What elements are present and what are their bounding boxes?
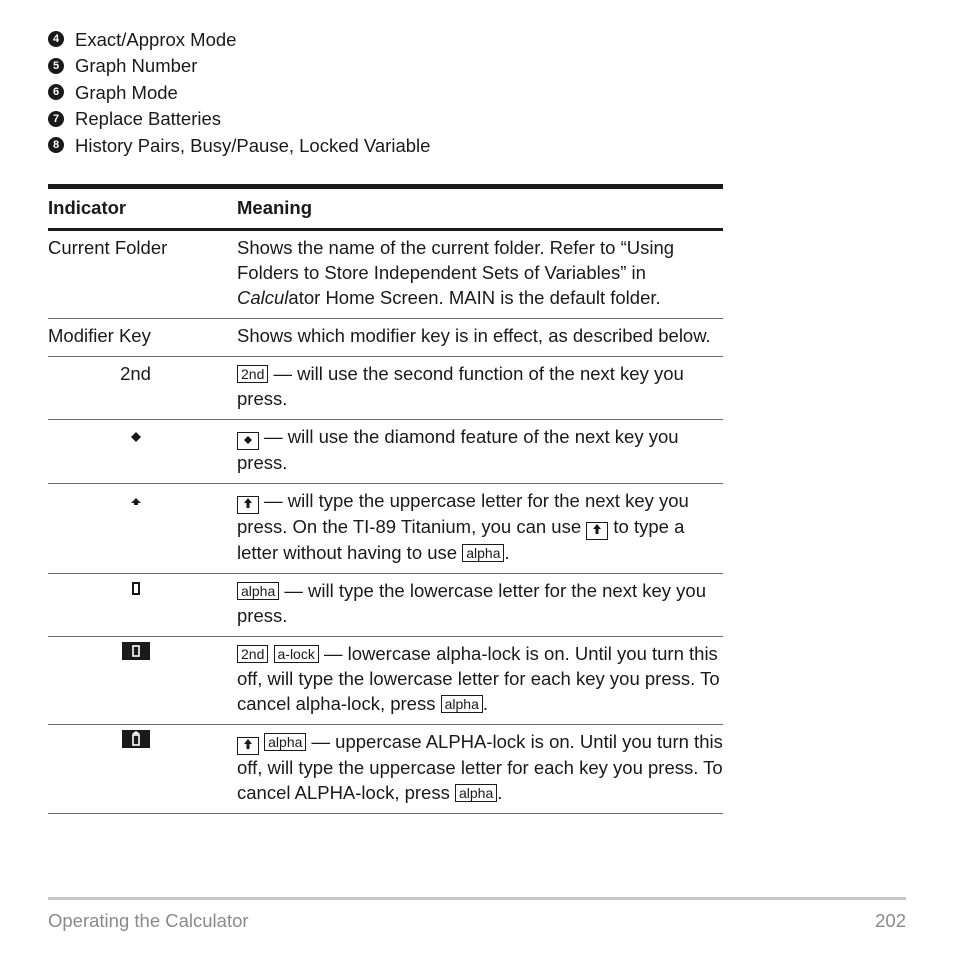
shift-key-icon bbox=[237, 737, 259, 755]
alpha-indicator-icon bbox=[131, 581, 141, 597]
meaning-text: . bbox=[497, 782, 503, 803]
meaning-cell bbox=[237, 637, 723, 725]
meaning-cell bbox=[237, 725, 723, 814]
meaning-text: — will use the diamond feature of the next key you press. bbox=[237, 426, 679, 473]
shift-indicator-icon bbox=[130, 497, 142, 507]
table-row bbox=[48, 357, 723, 420]
meaning-text: ator Home Screen. MAIN is the default folder. bbox=[288, 287, 661, 308]
legend-label: Replace Batteries bbox=[75, 108, 222, 130]
key-alpha: alpha bbox=[237, 582, 279, 600]
legend-label: Graph Number bbox=[75, 55, 198, 77]
table-row bbox=[48, 574, 723, 637]
indicator-cell: Modifier Key bbox=[48, 319, 237, 357]
table-row bbox=[48, 637, 723, 725]
table-row bbox=[48, 230, 723, 319]
legend-item bbox=[48, 26, 430, 53]
shift-key-icon bbox=[237, 496, 259, 514]
meaning-cell bbox=[237, 230, 723, 319]
table-row bbox=[48, 484, 723, 574]
legend-label: Graph Mode bbox=[75, 81, 178, 103]
meaning-text: . bbox=[504, 542, 510, 563]
meaning-cell: Shows which modifier key is in effect, as described below. bbox=[237, 319, 723, 357]
callout-number: 6 bbox=[48, 84, 64, 100]
indicator-cell bbox=[48, 484, 237, 574]
meaning-text: — will type the lowercase letter for the next key you press. bbox=[237, 580, 706, 626]
meaning-header: Meaning bbox=[237, 187, 723, 230]
meaning-cell bbox=[237, 420, 723, 484]
key-alpha: alpha bbox=[455, 784, 497, 802]
meaning-text: Shows the name of the current folder. Refer to “Using Folders to Store Independent Sets of Variables” in bbox=[237, 237, 675, 283]
meaning-text: — will use the second function of the next key you press. bbox=[237, 363, 684, 409]
table-header-row bbox=[48, 187, 723, 230]
shift-key-icon bbox=[586, 522, 608, 540]
meaning-cell bbox=[237, 574, 723, 637]
legend-label: History Pairs, Busy/Pause, Locked Variable bbox=[75, 134, 431, 156]
meaning-text: to type a letter without having to use bbox=[237, 516, 685, 563]
table-row bbox=[48, 319, 723, 357]
legend-item bbox=[48, 53, 430, 80]
indicator-cell bbox=[48, 637, 237, 725]
legend-label: Exact/Approx Mode bbox=[75, 28, 237, 50]
footer-divider bbox=[48, 897, 906, 900]
key-2nd: 2nd bbox=[237, 645, 268, 663]
legend-item bbox=[48, 106, 430, 133]
key-alpha: alpha bbox=[441, 695, 483, 713]
table-row bbox=[48, 725, 723, 814]
callout-legend bbox=[48, 26, 430, 159]
page-number: 202 bbox=[875, 910, 906, 931]
meaning-text: — lowercase alpha-lock is on. Until you turn this off, will type the lowercase letter for each key you press. To cancel alpha-lock, press bbox=[237, 643, 720, 714]
indicator-cell bbox=[48, 574, 237, 637]
diamond-key-icon bbox=[237, 432, 259, 450]
key-alpha: alpha bbox=[462, 544, 504, 562]
indicator-cell: 2nd bbox=[48, 357, 237, 420]
indicator-table bbox=[48, 184, 723, 814]
meaning-cell bbox=[237, 357, 723, 420]
meaning-text: — uppercase ALPHA-lock is on. Until you turn this off, will type the uppercase letter for each key you press. To cancel ALPHA-lock, press bbox=[237, 731, 723, 803]
meaning-text: . bbox=[482, 693, 489, 714]
callout-number: 7 bbox=[48, 111, 64, 127]
alpha-lock-indicator-icon bbox=[122, 642, 150, 660]
meaning-cell bbox=[237, 484, 723, 574]
upper-alpha-lock-indicator-icon bbox=[122, 730, 150, 748]
footer-section-title: Operating the Calculator bbox=[48, 910, 249, 931]
meaning-italic: Calcul bbox=[237, 287, 289, 308]
table-row bbox=[48, 420, 723, 484]
diamond-icon bbox=[130, 431, 142, 443]
indicator-cell bbox=[48, 420, 237, 484]
callout-number: 4 bbox=[48, 31, 64, 47]
key-a-lock: a-lock bbox=[274, 645, 319, 663]
indicator-header: Indicator bbox=[48, 187, 237, 230]
meaning-text: — will type the uppercase letter for the next key you press. On the TI-89 Titanium, you can use bbox=[237, 490, 689, 537]
indicator-cell: Current Folder bbox=[48, 230, 237, 319]
key-alpha: alpha bbox=[264, 733, 306, 751]
callout-number: 5 bbox=[48, 58, 64, 74]
legend-item bbox=[48, 79, 430, 106]
indicator-cell bbox=[48, 725, 237, 814]
legend-item bbox=[48, 132, 430, 159]
key-2nd: 2nd bbox=[237, 365, 268, 383]
callout-number: 8 bbox=[48, 137, 64, 153]
